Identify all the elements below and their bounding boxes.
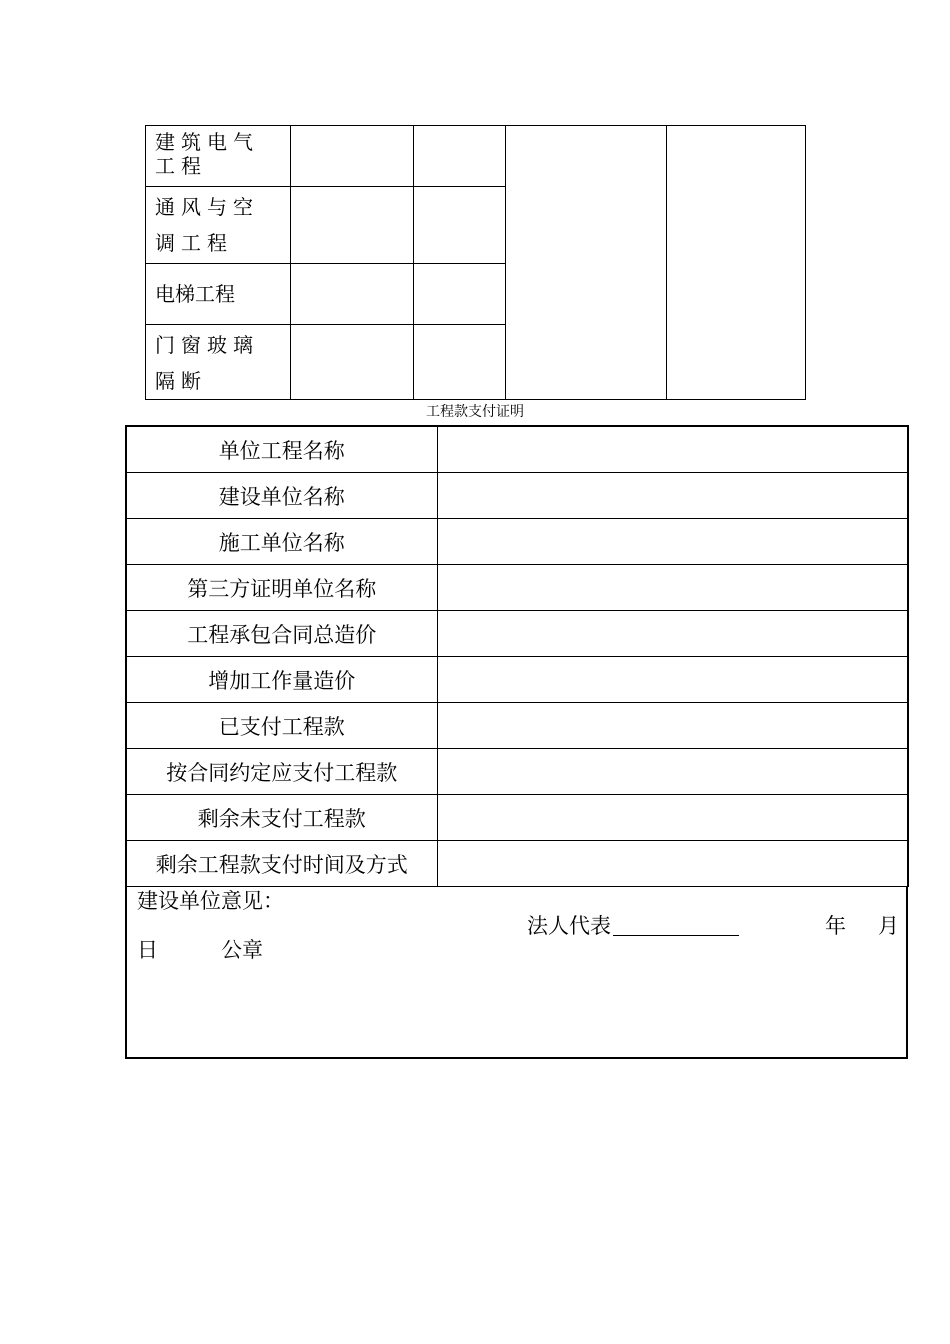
- additional-work-field[interactable]: [437, 657, 908, 703]
- owner-opinion-box[interactable]: [125, 887, 908, 1059]
- field-label: 已支付工程款: [126, 703, 437, 749]
- legal-rep-label: 法人代表: [527, 914, 611, 938]
- third-party-name-field[interactable]: [437, 565, 908, 611]
- table-row: [126, 841, 908, 887]
- row-label-elevator: 电梯工程: [146, 264, 291, 325]
- merged-cell-e[interactable]: [667, 126, 806, 400]
- year-label: 年: [825, 914, 846, 938]
- field-label: 建设单位名称: [126, 473, 437, 519]
- field-label: 第三方证明单位名称: [126, 565, 437, 611]
- paid-amount-field[interactable]: [437, 703, 908, 749]
- merged-cell-d[interactable]: [506, 126, 667, 400]
- field-label: 增加工作量造价: [126, 657, 437, 703]
- contract-total-field[interactable]: [437, 611, 908, 657]
- due-amount-field[interactable]: [437, 749, 908, 795]
- field-label: 剩余工程款支付时间及方式: [126, 841, 437, 887]
- row-label-hvac: 通风与空调工程: [146, 187, 291, 264]
- cell-electrical-b[interactable]: [414, 126, 506, 187]
- table-row: [126, 657, 908, 703]
- field-label: 施工单位名称: [126, 519, 437, 565]
- form-caption: 工程款支付证明: [426, 404, 524, 420]
- field-label: 单位工程名称: [126, 426, 437, 473]
- cell-hvac-a[interactable]: [291, 187, 414, 264]
- project-name-field[interactable]: [437, 426, 908, 473]
- signature-line[interactable]: [613, 913, 739, 936]
- seal-label: 公章: [221, 938, 263, 962]
- remaining-amount-field[interactable]: [437, 795, 908, 841]
- contractor-name-field[interactable]: [437, 519, 908, 565]
- payment-schedule-field[interactable]: [437, 841, 908, 887]
- table-row: [126, 426, 908, 473]
- row-label-electrical: 建筑电气工程: [146, 126, 291, 187]
- cell-doors-windows-a[interactable]: [291, 325, 414, 400]
- month-label: 月: [878, 914, 899, 938]
- table-row: [126, 519, 908, 565]
- field-label: 剩余未支付工程款: [126, 795, 437, 841]
- table-row: [126, 473, 908, 519]
- row-label-doors-windows: 门窗玻璃隔断: [146, 325, 291, 400]
- owner-name-field[interactable]: [437, 473, 908, 519]
- field-label: 按合同约定应支付工程款: [126, 749, 437, 795]
- cell-electrical-a[interactable]: [291, 126, 414, 187]
- opinion-title: 建设单位意见：: [137, 889, 284, 913]
- table-row: [126, 565, 908, 611]
- table-row: [126, 703, 908, 749]
- legal-rep-signature: [527, 913, 611, 939]
- day-label: 日: [137, 938, 158, 962]
- field-label: 工程承包合同总造价: [126, 611, 437, 657]
- table-row: [126, 749, 908, 795]
- table-row: [126, 795, 908, 841]
- cell-doors-windows-b[interactable]: [414, 325, 506, 400]
- table-row: [126, 611, 908, 657]
- cell-hvac-b[interactable]: [414, 187, 506, 264]
- cell-elevator-b[interactable]: [414, 264, 506, 325]
- payment-table: [125, 425, 909, 887]
- top-table: [145, 125, 806, 400]
- cell-elevator-a[interactable]: [291, 264, 414, 325]
